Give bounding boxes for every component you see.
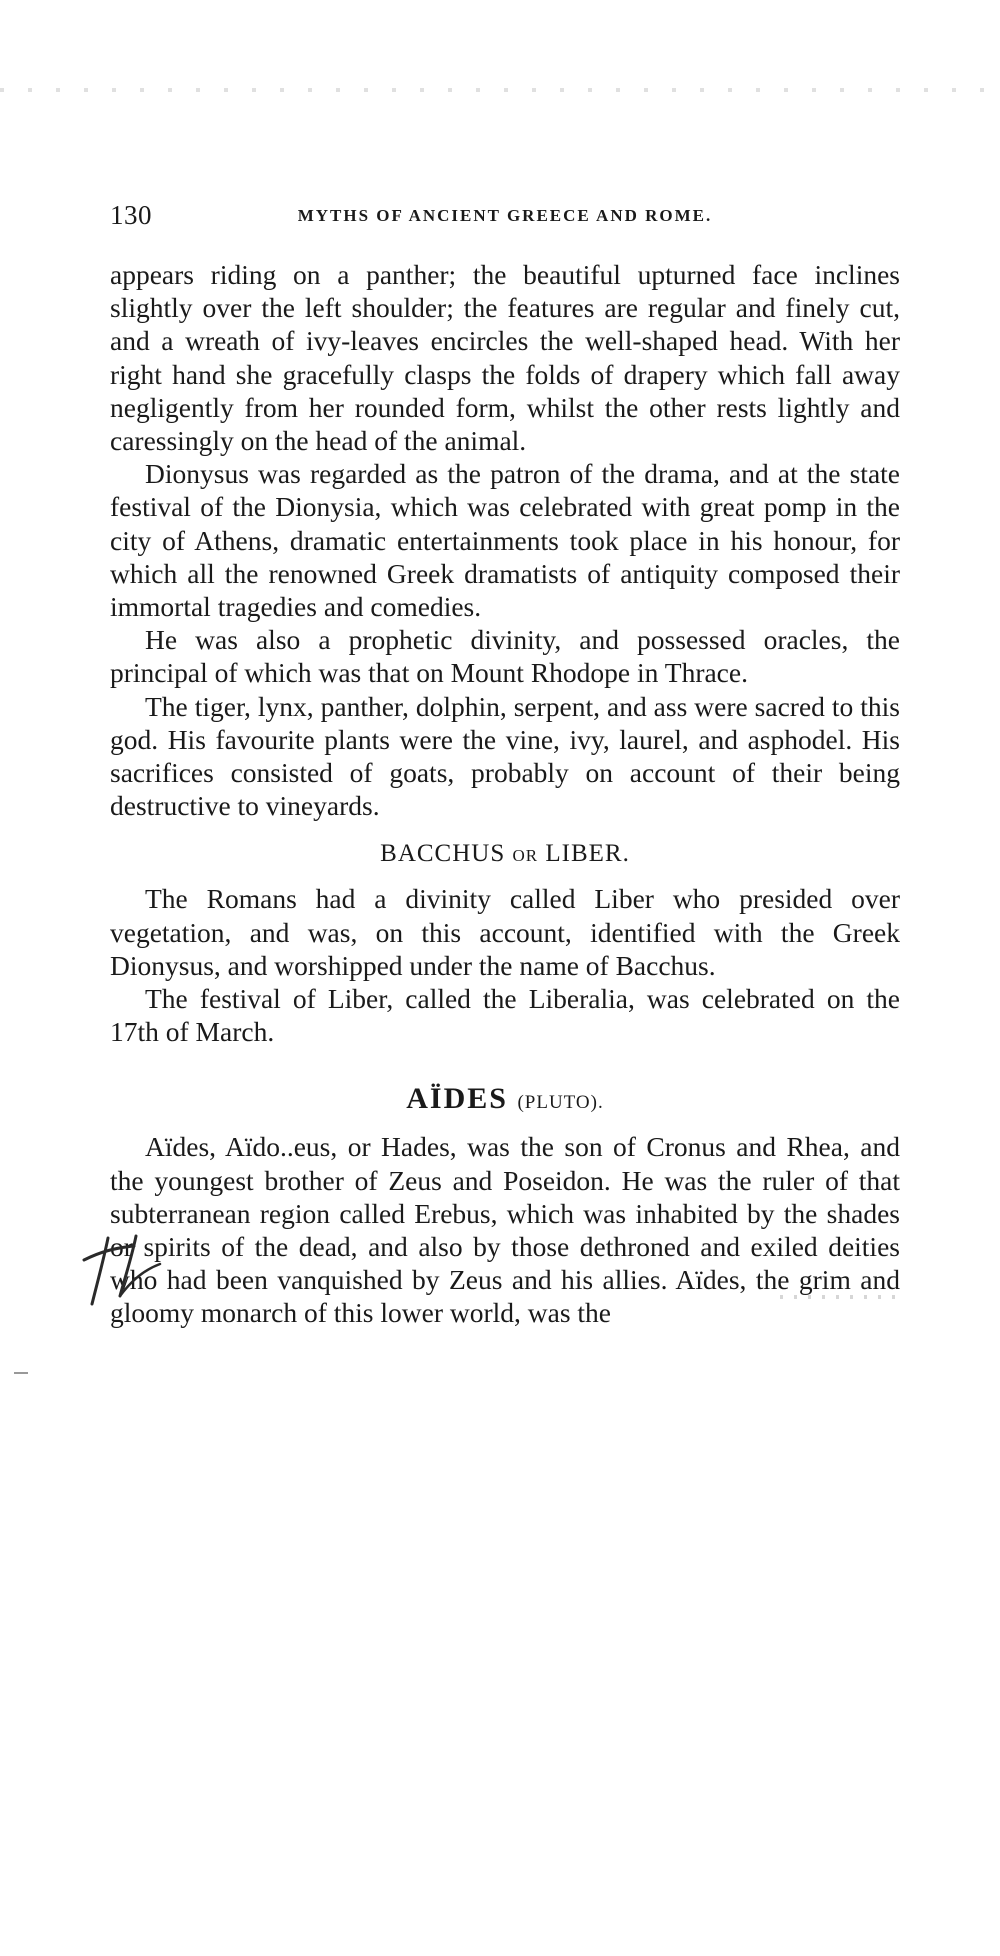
heading-aides-pluto [110,1082,900,1116]
scan-speckle-top [0,88,1000,92]
paragraph-patron-of-drama: Dionysus was regarded as the patron of the drama, and at the state festival of the Dionysia, which was celebrated with great pomp in the city of Athens, dramatic entertainments took place in his honour, for which all the renowned Greek dramatists of antiquity composed their immortal tragedies and comedies. [110,458,900,623]
paragraph-aides-hades: Aïdes, Aïdo..eus, or Hades, was the son of Cronus and Rhea, and the youngest brother of Zeus and Poseidon. He was the ruler of that subterranean region called Erebus, which was inhabited by the shades or spirits of the dead, and also by those dethroned and exiled deities who had been vanquished by Zeus and his allies. Aïdes, the grim and gloomy monarch of this lower world, was the [110,1131,900,1329]
handwritten-pencil-mark-icon [78,1230,188,1310]
heading-pluto: (PLUTO). [517,1092,604,1114]
paragraph-panther: appears riding on a panther; the beautiful upturned face inclines slightly over the left shoulder; the features are regular and finely cut, and a wreath of ivy-leaves encircles the well-shaped head. With her right hand she gracefully clasps the folds of drapery which fall away negligently from her rounded form, whilst the other rests lightly and caressingly on the head of the animal. [110,259,900,457]
heading-liber: LIBER. [545,840,630,868]
paragraph-romans-liber: The Romans had a divinity called Liber who presided over vegetation, and was, on this account, identified with the Greek Dionysus, and worshipped under the name of Bacchus. [110,883,900,981]
heading-bacchus-or-liber [110,840,900,868]
paragraph-prophetic-divinity: He was also a prophetic divinity, and possessed oracles, the principal of which was that on Mount Rhodope in Thrace. [110,624,900,689]
paragraph-sacred-animals: The tiger, lynx, panther, dolphin, serpent, and ass were sacred to this god. His favourite plants were the vine, ivy, laurel, and asphodel. His sacrifices consisted of goats, probably on account of their being destructive to vineyards. [110,690,900,822]
paragraph-liberalia: The festival of Liber, called the Liberalia, was celebrated on the 17th of March. [110,983,900,1048]
heading-bacchus: BACCHUS [380,840,506,868]
scan-speckle-bottom [780,1295,900,1299]
page-number: 130 [110,200,152,230]
scan-margin-dash [14,1372,28,1374]
page-header [110,200,900,240]
running-title: MYTHS OF ANCIENT GREECE AND ROME. [297,206,713,225]
heading-or: OR [512,846,539,866]
heading-aides: AÏDES [406,1082,508,1116]
page-body [110,258,900,1330]
